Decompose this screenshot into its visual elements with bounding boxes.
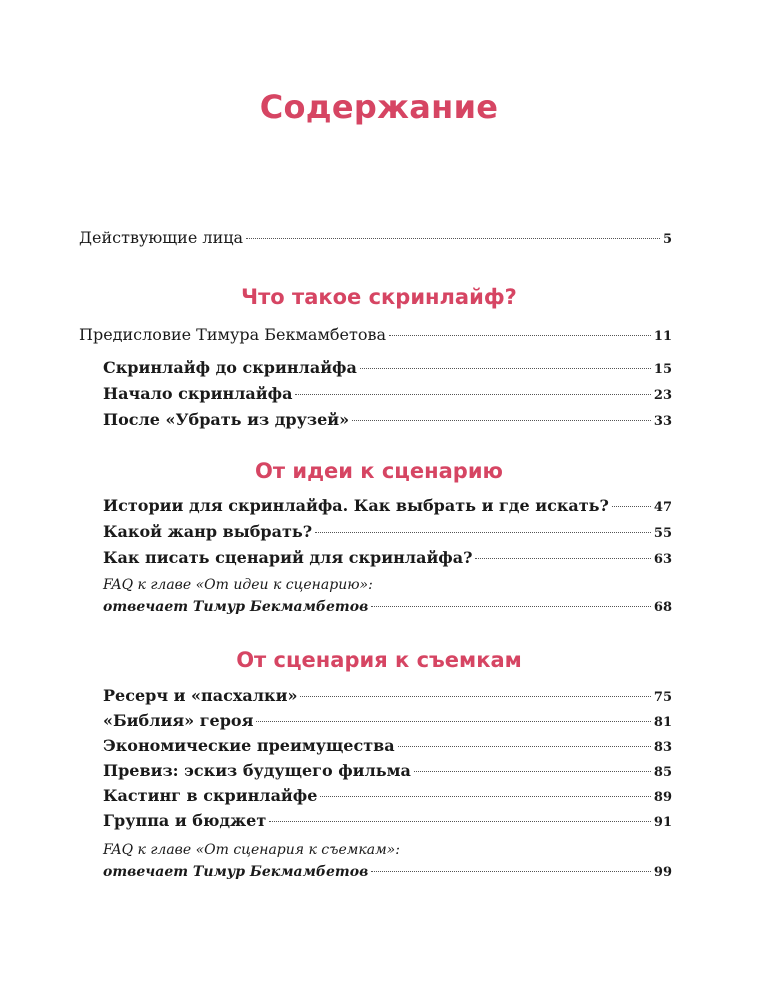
- dot-leader: [389, 335, 651, 336]
- toc-entry-title: Начало скринлайфа: [103, 384, 293, 403]
- dot-leader: [256, 721, 650, 722]
- toc-entry-title: Как писать сценарий для скринлайфа?: [103, 548, 473, 567]
- toc-entry[interactable]: [79, 325, 672, 347]
- dot-leader: [371, 871, 651, 872]
- dot-leader: [371, 606, 651, 607]
- toc-entry-title: Действующие лица: [79, 228, 244, 247]
- toc-entry[interactable]: [103, 548, 672, 570]
- dot-leader: [320, 796, 651, 797]
- dot-leader: [295, 394, 650, 395]
- toc-entry-page: 63: [653, 552, 672, 567]
- dot-leader: [269, 821, 651, 822]
- toc-entry-title: Превиз: эскиз будущего фильма: [103, 761, 411, 780]
- dot-leader: [315, 532, 651, 533]
- toc-entry-title: Предисловие Тимура Бекмамбетова: [79, 325, 387, 344]
- toc-entry-page: 15: [653, 362, 672, 377]
- toc-entry-page: 23: [653, 388, 672, 403]
- toc-entry-title: Истории для скринлайфа. Как выбрать и где искать?: [103, 496, 609, 515]
- toc-entry-page: 99: [653, 865, 672, 880]
- dot-leader: [360, 368, 651, 369]
- page-title: Содержание: [259, 88, 499, 126]
- faq-line-1: FAQ к главе «От сценария к съемкам»:: [103, 842, 400, 858]
- dot-leader: [352, 420, 651, 421]
- toc-entry-page: 68: [653, 600, 672, 615]
- dot-leader: [475, 558, 650, 559]
- toc-entry-title: Кастинг в скринлайфе: [103, 786, 318, 805]
- toc-entry[interactable]: [103, 358, 672, 380]
- toc-entry[interactable]: [103, 864, 672, 886]
- toc-entry-page: 85: [653, 765, 672, 780]
- toc-entry[interactable]: [103, 711, 672, 733]
- section-heading: Что такое скринлайф?: [241, 285, 517, 309]
- toc-entry-title: Какой жанр выбрать?: [103, 522, 313, 541]
- section-heading: От сценария к съемкам: [236, 648, 522, 672]
- toc-entry[interactable]: [103, 736, 672, 758]
- toc-entry-page: 75: [653, 690, 672, 705]
- toc-entry-page: 11: [653, 329, 672, 344]
- toc-entry[interactable]: [103, 384, 672, 406]
- toc-entry-title: Экономические преимущества: [103, 736, 395, 755]
- toc-entry-title: «Библия» героя: [103, 711, 254, 730]
- toc-entry-title: После «Убрать из друзей»: [103, 410, 350, 429]
- toc-entry[interactable]: [103, 496, 672, 518]
- toc-entry-page: 91: [653, 815, 672, 830]
- toc-entry-page: 81: [653, 715, 672, 730]
- toc-entry-page: 83: [653, 740, 672, 755]
- toc-entry-title: отвечает Тимур Бекмамбетов: [103, 599, 369, 615]
- toc-entry[interactable]: [103, 522, 672, 544]
- toc-entry-title: отвечает Тимур Бекмамбетов: [103, 864, 369, 880]
- toc-entry[interactable]: [103, 599, 672, 621]
- toc-entry[interactable]: [103, 686, 672, 708]
- toc-entry[interactable]: [103, 786, 672, 808]
- section-heading: От идеи к сценарию: [255, 459, 503, 483]
- dot-leader: [246, 238, 660, 239]
- dot-leader: [612, 506, 651, 507]
- toc-entry-page: 47: [653, 500, 672, 515]
- dot-leader: [300, 696, 650, 697]
- toc-entry[interactable]: [79, 228, 672, 250]
- toc-entry[interactable]: [103, 761, 672, 783]
- dot-leader: [398, 746, 651, 747]
- toc-entry-title: Скринлайф до скринлайфа: [103, 358, 357, 377]
- dot-leader: [414, 771, 651, 772]
- toc-entry[interactable]: [103, 410, 672, 432]
- faq-line-1: FAQ к главе «От идеи к сценарию»:: [103, 577, 373, 593]
- toc-entry-page: 33: [653, 414, 672, 429]
- toc-entry-page: 5: [662, 232, 672, 247]
- toc-entry[interactable]: [103, 811, 672, 833]
- toc-entry-title: Группа и бюджет: [103, 811, 267, 830]
- toc-entry-page: 55: [653, 526, 672, 541]
- toc-entry-page: 89: [653, 790, 672, 805]
- toc-entry-title: Ресерч и «пасхалки»: [103, 686, 298, 705]
